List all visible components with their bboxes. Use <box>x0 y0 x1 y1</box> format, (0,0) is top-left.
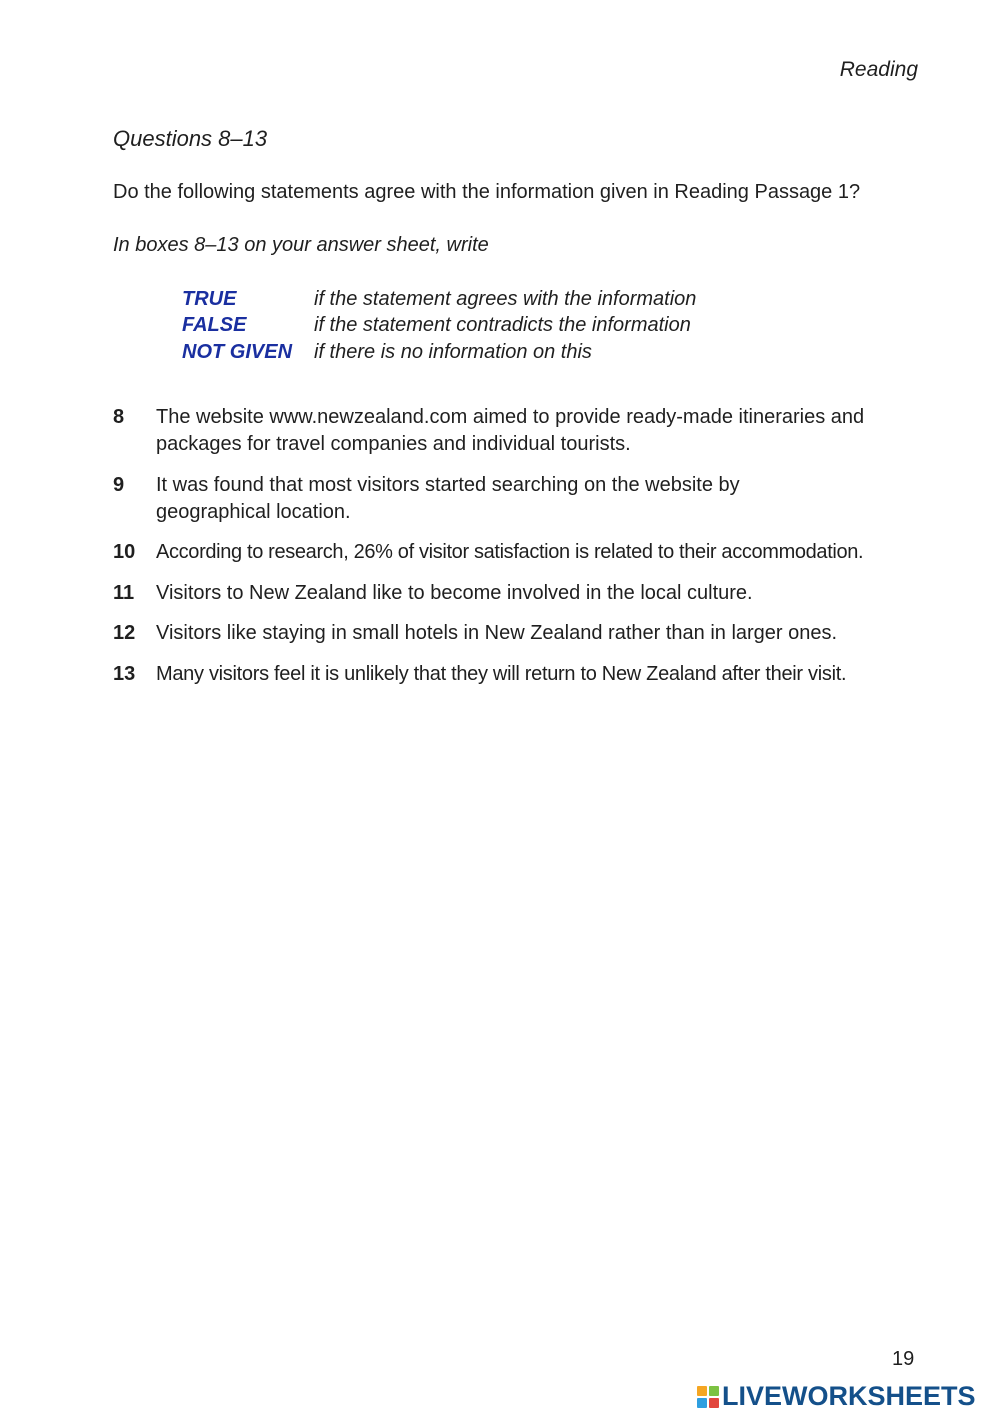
question-item <box>113 620 933 647</box>
question-text: Visitors like staying in small hotels in New Zealand rather than in larger ones. <box>156 622 838 644</box>
question-text: According to research, 26% of visitor satisfaction is related to their accommodation. <box>156 541 864 563</box>
key-term-not-given: NOT GIVEN <box>182 340 293 363</box>
question-item <box>113 539 933 566</box>
question-number: 10 <box>113 541 136 563</box>
brand-text: LIVEWORKSHEETS <box>722 1381 976 1411</box>
key-definition: if the statement contradicts the information <box>314 314 691 337</box>
section-heading: Questions 8–13 <box>113 126 268 151</box>
question-text: Many visitors feel it is unlikely that they will return to New Zealand after their visit. <box>156 662 847 685</box>
question-text: The website www.newzealand.com aimed to provide ready-made itineraries and packages for travel companies and individual tourists. <box>156 406 865 455</box>
key-definition: if there is no information on this <box>314 340 592 363</box>
question-text: Visitors to New Zealand like to become involved in the local culture. <box>156 581 753 604</box>
question-number: 12 <box>113 622 136 644</box>
question-number: 9 <box>113 473 125 496</box>
liveworksheets-logo-icon <box>697 1386 719 1408</box>
answer-key-row <box>182 286 696 313</box>
question-number: 8 <box>113 406 125 428</box>
key-term-true: TRUE <box>182 287 237 310</box>
question-item <box>113 472 933 526</box>
question-list <box>113 404 933 701</box>
question-item <box>113 661 933 688</box>
question-text: It was found that most visitors started searching on the website by geographical location. <box>156 473 740 523</box>
answer-key <box>182 286 696 366</box>
key-definition: if the statement agrees with the information <box>314 287 697 310</box>
question-item <box>113 580 933 607</box>
instruction-text: Do the following statements agree with the information given in Reading Passage 1? <box>113 181 861 203</box>
liveworksheets-brand[interactable] <box>697 1381 976 1412</box>
answer-key-row <box>182 339 696 366</box>
page-number: 19 <box>892 1348 915 1370</box>
sub-instruction-text: In boxes 8–13 on your answer sheet, write <box>113 234 489 256</box>
answer-key-row <box>182 313 696 340</box>
question-number: 11 <box>113 581 135 604</box>
question-number: 13 <box>113 662 136 685</box>
question-item <box>113 404 933 458</box>
key-term-false: FALSE <box>182 314 247 337</box>
running-head: Reading <box>839 58 918 81</box>
